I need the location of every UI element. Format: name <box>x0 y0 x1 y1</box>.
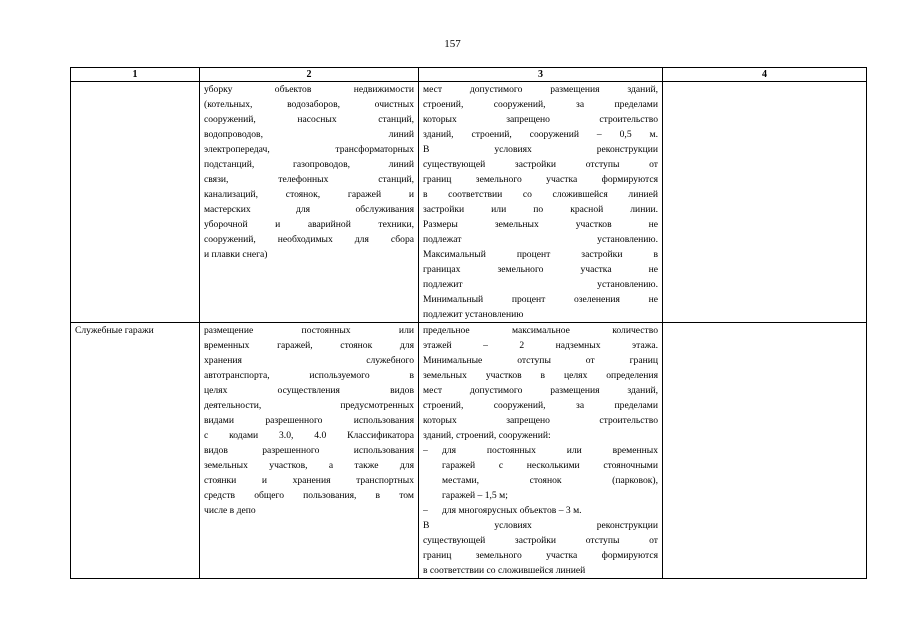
header-col-4: 4 <box>663 68 867 82</box>
dash-marker: – <box>423 505 428 516</box>
text-line: (котельных, водозаборов, очистных <box>204 99 414 110</box>
text-line: размещение постоянных или <box>204 325 414 336</box>
text-line: земельных участков, а также для <box>204 460 414 471</box>
text-line: подлежит установлению <box>423 309 524 320</box>
text-line: средств общего пользования, в том <box>204 490 414 501</box>
text-line: сооружений, насосных станций, <box>204 114 414 125</box>
text-line: Минимальный процент озеленения не <box>423 294 658 305</box>
list-item <box>423 443 658 503</box>
text-line: числе в депо <box>204 505 256 516</box>
text-line: В условиях реконструкции <box>423 144 658 155</box>
text-line: и плавки снега) <box>204 249 268 260</box>
text-line: Минимальные отступы от границ <box>423 355 658 366</box>
text-line: стоянки и хранения транспортных <box>204 475 414 486</box>
text-line: подлежат установлению. <box>423 234 658 245</box>
list-item <box>423 503 658 518</box>
text-line: хранения служебного <box>204 355 414 366</box>
row1-restrictions <box>663 82 867 323</box>
header-col-3: 3 <box>419 68 663 82</box>
row2-use-description <box>200 323 419 579</box>
row1-use-description <box>200 82 419 323</box>
text-line: местами, стоянок (парковок), <box>442 475 658 486</box>
text-line: мастерских для обслуживания <box>204 204 414 215</box>
row1-parameters <box>419 82 663 323</box>
text-line: видами разрешенного использования <box>204 415 414 426</box>
row2-parameters <box>419 323 663 579</box>
table-row <box>71 82 867 323</box>
text-line: видов разрешенного использования <box>204 445 414 456</box>
text-line: для постоянных или временных <box>442 445 658 456</box>
text-line: в соответствии со сложившейся линией <box>423 189 658 200</box>
dash-marker: – <box>423 445 428 456</box>
row1-use-name <box>71 82 200 323</box>
text-line: с кодами 3.0, 4.0 Классификатора <box>204 430 414 441</box>
text-line: которых запрещено строительство <box>423 415 658 426</box>
text-line: существующей застройки отступы от <box>423 535 658 546</box>
text-line: уборку объектов недвижимости <box>204 84 414 95</box>
text-line: В условиях реконструкции <box>423 520 658 531</box>
text-line: границ земельного участка формируются <box>423 550 658 561</box>
text-line: строений, сооружений, за пределами <box>423 400 658 411</box>
row2-restrictions <box>663 323 867 579</box>
text-line: подстанций, газопроводов, линий <box>204 159 414 170</box>
text-line: зданий, строений, сооружений – 0,5 м. <box>423 129 658 140</box>
text-line: в соответствии со сложившейся линией <box>423 565 586 576</box>
zoning-table <box>70 67 867 579</box>
text-line: подлежит установлению. <box>423 279 658 290</box>
table-header-row <box>71 68 867 82</box>
text-line: земельных участков в целях определения <box>423 370 658 381</box>
text-line: автотранспорта, используемого в <box>204 370 414 381</box>
header-col-2: 2 <box>200 68 419 82</box>
text-line: границ земельного участка формируются <box>423 174 658 185</box>
text-line: водопроводов, линий <box>204 129 414 140</box>
text-line: Размеры земельных участков не <box>423 219 658 230</box>
text-line: мест допустимого размещения зданий, <box>423 84 658 95</box>
table-row <box>71 323 867 579</box>
text-line: связи, телефонных станций, <box>204 174 414 185</box>
text-line: для многоярусных объектов – 3 м. <box>442 505 582 516</box>
text-line: временных гаражей, стоянок для <box>204 340 414 351</box>
header-col-1: 1 <box>71 68 200 82</box>
text-line: мест допустимого размещения зданий, <box>423 385 658 396</box>
text-line: существующей застройки отступы от <box>423 159 658 170</box>
page-number: 157 <box>444 38 461 50</box>
text-line: предельное максимальное количество <box>423 325 658 336</box>
text-line: которых запрещено строительство <box>423 114 658 125</box>
text-line: гаражей с несколькими стояночными <box>442 460 658 471</box>
row2-setback-list <box>423 443 658 518</box>
text-line: электропередач, трансформаторных <box>204 144 414 155</box>
text-line: сооружений, необходимых для сбора <box>204 234 414 245</box>
text-line: уборочной и аварийной техники, <box>204 219 414 230</box>
text-line: гаражей – 1,5 м; <box>442 490 508 501</box>
text-line: Максимальный процент застройки в <box>423 249 658 260</box>
row2-use-name: Служебные гаражи <box>71 323 200 579</box>
text-line: деятельности, предусмотренных <box>204 400 414 411</box>
text-line: зданий, строений, сооружений: <box>423 430 551 441</box>
text-line: застройки или по красной линии. <box>423 204 658 215</box>
text-line: границах земельного участка не <box>423 264 658 275</box>
text-line: этажей – 2 надземных этажа. <box>423 340 658 351</box>
text-line: строений, сооружений, за пределами <box>423 99 658 110</box>
text-line: канализаций, стоянок, гаражей и <box>204 189 414 200</box>
text-line: целях осуществления видов <box>204 385 414 396</box>
